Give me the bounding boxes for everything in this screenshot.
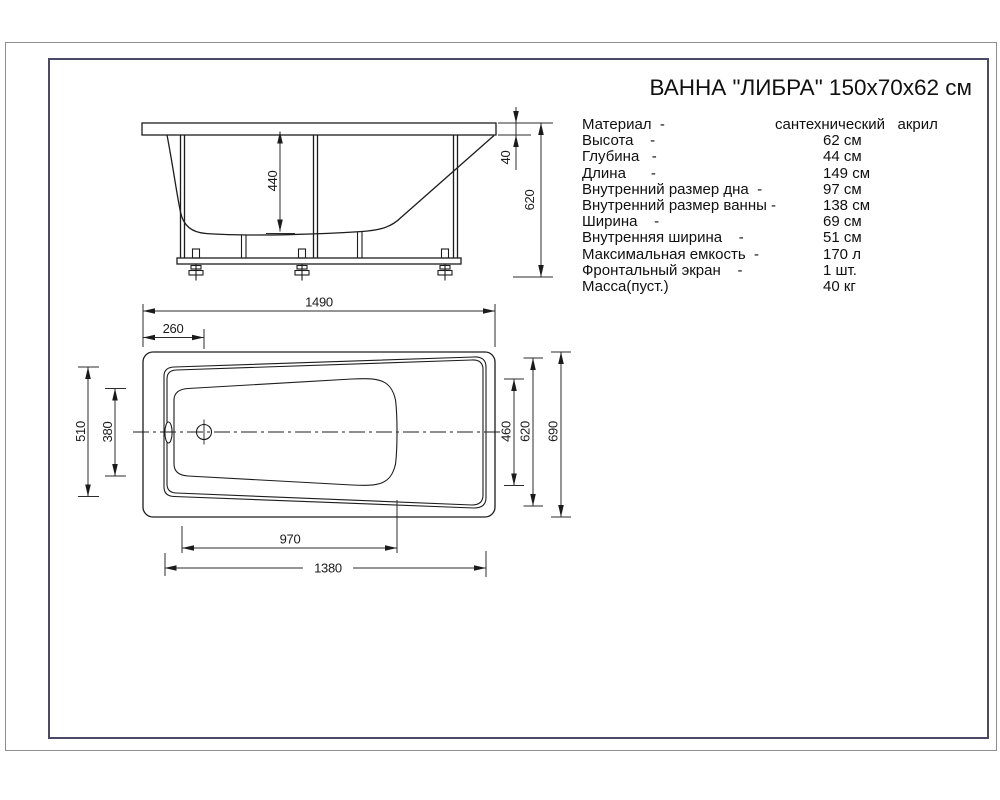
dimension-380: [100, 389, 126, 477]
dimension-40: [498, 107, 553, 170]
dim-label-970: 970: [279, 531, 301, 547]
spec-value: 97 см: [823, 180, 862, 198]
tub-outline: [143, 352, 495, 517]
drawing-title: ВАННА "ЛИБРА" 150x70x62 см: [649, 75, 972, 100]
spec-value: 40 кг: [823, 277, 856, 295]
spec-value: 149 см: [823, 164, 871, 182]
dimension-440: [265, 132, 295, 234]
spec-value: 51 см: [823, 229, 862, 247]
bottom-rail: [177, 258, 461, 264]
spec-label: Высота -: [582, 132, 656, 150]
spec-value: 138 см: [823, 196, 871, 214]
dimension-1380: [165, 551, 487, 577]
dim-label-260: 260: [162, 321, 184, 336]
spec-value: сантехнический акрил: [775, 116, 938, 133]
dim-label-510: 510: [73, 421, 88, 442]
spec-value: 69 см: [823, 213, 862, 231]
dim-label-440: 440: [265, 170, 280, 192]
spec-label: Материал -: [582, 116, 665, 133]
dimension-620-side: [513, 123, 553, 277]
adjustable-foot: [438, 249, 452, 281]
spec-label: Внутренний размер ванны -: [582, 196, 777, 214]
dim-label-620-side: 620: [522, 189, 537, 211]
dim-label-620-plan: 620: [517, 421, 533, 442]
dimension-690: [546, 352, 572, 517]
tub-profile: [167, 135, 494, 235]
spec-value: 170 л: [823, 245, 861, 263]
spec-value: 62 см: [823, 132, 862, 150]
spec-label: Максимальная емкость -: [582, 245, 759, 263]
spec-label: Масса(пуст.): [582, 277, 669, 295]
adjustable-foot: [189, 249, 203, 281]
dimension-1490: [143, 295, 495, 348]
support-struts: [242, 232, 363, 258]
dim-label-1490: 1490: [305, 294, 333, 310]
overflow: [165, 422, 172, 443]
dim-label-690: 690: [545, 421, 561, 442]
spec-label: Глубина -: [582, 148, 657, 166]
spec-label: Фронтальный экран -: [582, 261, 743, 279]
adjustable-foot: [295, 249, 309, 281]
spec-value: 1 шт.: [823, 261, 857, 279]
frame-posts: [181, 135, 458, 258]
dim-label-460: 460: [498, 421, 514, 442]
spec-value: 44 см: [823, 148, 862, 166]
dim-label-380: 380: [100, 421, 115, 443]
spec-label: Ширина -: [582, 213, 660, 231]
plan-view: [133, 352, 502, 517]
dimension-510: [73, 367, 99, 497]
spec-label: Внутренний размер дна -: [582, 180, 763, 198]
dim-label-40: 40: [498, 150, 513, 165]
spec-label: Внутренняя ширина -: [582, 229, 744, 247]
dimension-620-plan: [518, 358, 544, 506]
dimension-260: [143, 321, 204, 349]
dim-label-1380: 1380: [314, 560, 342, 576]
spec-label: Длина -: [582, 164, 656, 182]
tub-rim: [142, 123, 496, 135]
side-view: [142, 123, 496, 281]
